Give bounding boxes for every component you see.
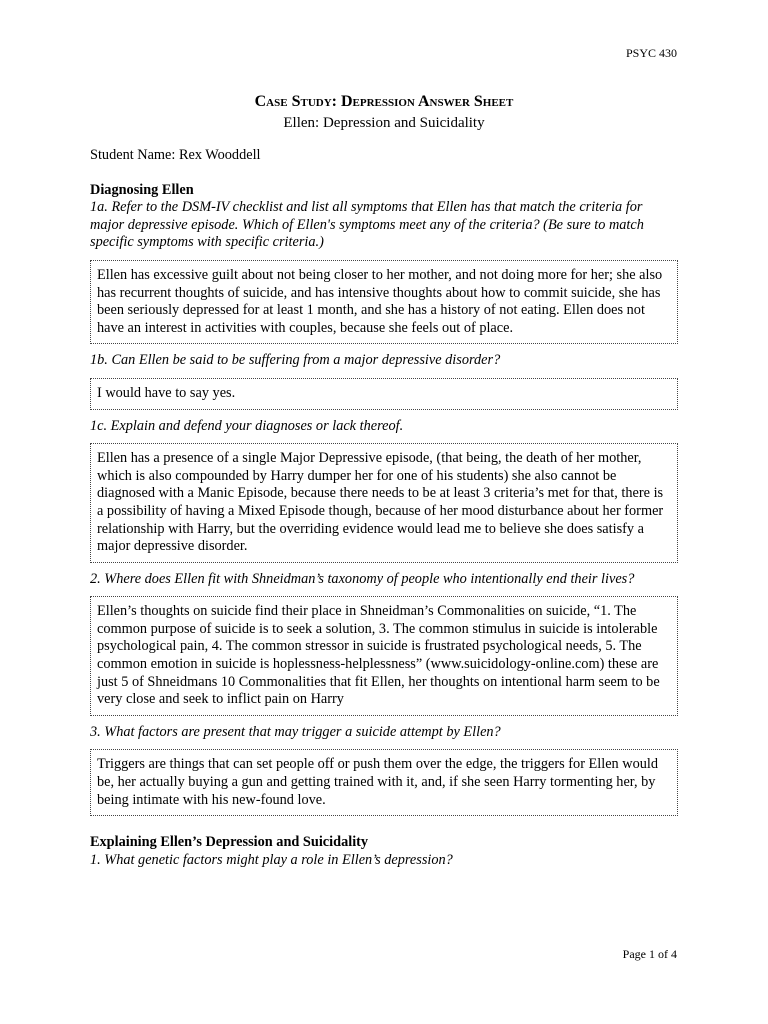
student-name: Student Name: Rex Wooddell	[90, 147, 261, 163]
page-number: Page 1 of 4	[622, 947, 677, 961]
question-2: 2. Where does Ellen fit with Shneidman’s taxonomy of people who intentionally end their lives?	[90, 570, 635, 587]
answer-3: Triggers are things that can set people off or push them over the edge, the triggers for Ellen would be, her actually buying a gun and getting trained with it, and, if she seen Harry tormenting her, by being intimate with his new-found love.	[90, 749, 678, 816]
section-heading-diagnosing: Diagnosing Ellen	[90, 181, 194, 198]
document-body	[90, 147, 678, 869]
answer-1c: Ellen has a presence of a single Major Depressive episode, (that being, the death of her mother, which is also compounded by Harry dumper her for one of his students) she also cannot be diagnosed with a Manic Episode, because there needs to be at least 3 criteria’s met for that, there is a possibility of having a Mixed Episode though, because of her mood disturbance about her former relationship with Harry, but the overriding evidence would lead me to believe she does satisfy a major depressive disorder.	[90, 443, 678, 563]
question-1b: 1b. Can Ellen be said to be suffering from a major depressive disorder?	[90, 352, 501, 369]
document-subtitle: Ellen: Depression and Suicidality	[283, 115, 485, 131]
course-code: PSYC 430	[625, 46, 677, 60]
question-3: 3. What factors are present that may trigger a suicide attempt by Ellen?	[90, 723, 501, 740]
question-explaining-1: 1. What genetic factors might play a role in Ellen’s depression?	[90, 851, 453, 868]
answer-2: Ellen’s thoughts on suicide find their place in Shneidman’s Commonalities on suicide, “1. The common purpose of suicide is to seek a solution, 3. The common stimulus in suicide is intolerable psychological pain, 4. The common stressor in suicide is frustrated psychological needs, 5. The common emotion in suicide is hoplessness-helplessness” (www.suicidology-online.com) these are just 5 of Shneidmans 10 Commonalities that fit Ellen, her thoughts on intentional harm seem to be very close and seek to inflict pain on Harry	[90, 596, 678, 716]
section-heading-explaining: Explaining Ellen’s Depression and Suicidality	[90, 834, 369, 851]
answer-1a: Ellen has excessive guilt about not being closer to her mother, and not doing more for her; she also has recurrent thoughts of suicide, and has intensive thoughts about how to commit suicide, she has been seriously depressed for at least 1 month, and she has a history of not eating. Ellen does not have an interest in activities with couples, because she feels out of place.	[90, 260, 678, 344]
answer-1b: I would have to say yes.	[90, 378, 678, 410]
document-title: Case Study: Depression Answer Sheet	[254, 93, 514, 110]
question-1a: 1a. Refer to the DSM-IV checklist and list all symptoms that Ellen has that match the criteria for major depressive episode. Which of Ellen's symptoms meet any of the criteria? (Be sure to match specific symptoms with specific criteria.)	[90, 199, 644, 251]
question-1c: 1c. Explain and defend your diagnoses or lack thereof.	[90, 417, 404, 434]
